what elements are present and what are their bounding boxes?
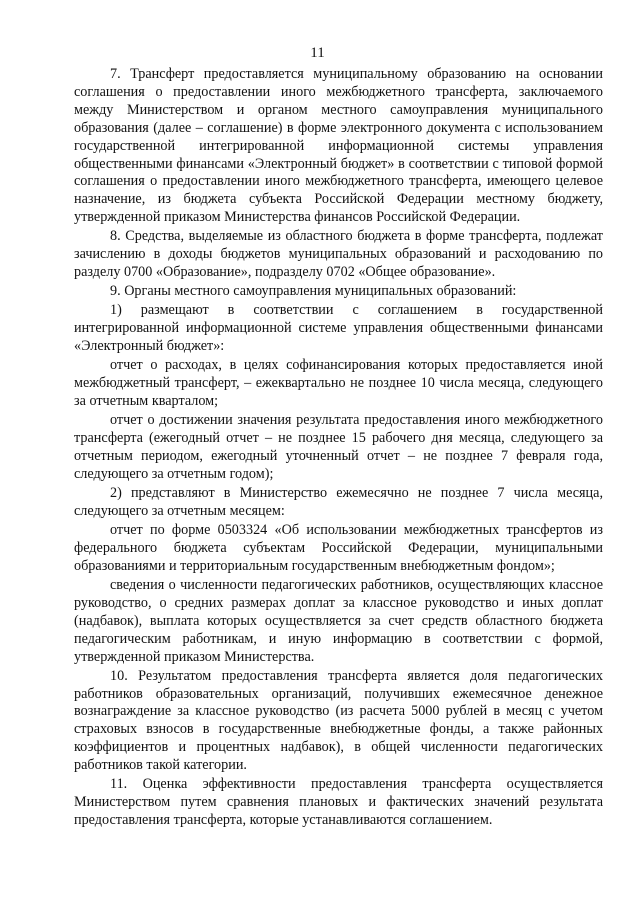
- document-body: [74, 66, 603, 831]
- paragraph-item-9: 9. Органы местного самоуправления муниципальных образований:: [110, 283, 517, 300]
- paragraph-item-7: 7. Трансферт предоставляется муниципальному образованию на основании соглашения о предоставлении иного межбюджетного трансферта, заключаемого между Министерством и органом местного самоуправления муниципального образования (далее – соглашение) в форме электронного документа с использованием государственной интегрированной информационной системы управления общественными финансами «Электронный бюджет» в соответствии с типовой формой соглашения о предоставлении иного межбюджетного трансферта, имеющего целевое назначение, из бюджета субъекта Российской Федерации местному бюджету, утвержденной приказом Министерства финансов Российской Федерации.: [74, 66, 603, 226]
- page-number: 11: [310, 45, 325, 61]
- paragraph-subitem-1: 1) размещают в соответствии с соглашением в государственной интегрированной информационной системе управления общественными финансами «Электронный бюджет»:: [74, 302, 603, 355]
- paragraph-item-11: 11. Оценка эффективности предоставления трансферта осуществляется Министерством путем сравнения плановых и фактических значений результата предоставления трансферта, которые устанавливаются соглашением.: [74, 776, 603, 829]
- paragraph-form-0503324: отчет по форме 0503324 «Об использовании межбюджетных трансфертов из федерального бюджета субъектам Российской Федерации, муниципальными образованиями и территориальным государственным внебюджетным фондом»;: [74, 521, 603, 574]
- paragraph-result-report: отчет о достижении значения результата предоставления иного межбюджетного трансферта (ежегодный отчет – не позднее 15 рабочего дня месяца, следующего за отчетным периодом, ежегодный уточненный отчет – не позднее 7 февраля года, следующего за отчетным годом);: [74, 412, 603, 482]
- paragraph-expense-report: отчет о расходах, в целях софинансирования которых предоставляется иной межбюджетный трансферт, – ежеквартально не позднее 10 числа месяца, следующего за отчетным кварталом;: [74, 357, 603, 410]
- paragraph-staff-info: сведения о численности педагогических работников, осуществляющих классное руководство, о средних размерах доплат за классное руководство и иных доплат (надбавок), выплата которых осуществляется за счет средств областного бюджета педагогическим работникам, и иную информацию в соответствии с формой, утвержденной приказом Министерства.: [74, 576, 603, 665]
- paragraph-item-10: 10. Результатом предоставления трансферта является доля педагогических работников образовательных организаций, получивших ежемесячное денежное вознаграждение за классное руководство (из расчета 5000 рублей в месяц с учетом страховых взносов в государственные внебюджетные фонды, а также районных коэффициентов и процентных надбавок), в общей численности педагогических работников такой категории.: [74, 667, 603, 774]
- paragraph-item-8: 8. Средства, выделяемые из областного бюджета в форме трансферта, подлежат зачислению в доходы бюджетов муниципальных образований и расходованию по разделу 0700 «Образование», подразделу 0702 «Общее образование».: [74, 228, 603, 281]
- paragraph-subitem-2: 2) представляют в Министерство ежемесячно не позднее 7 числа месяца, следующего за отчетным месяцем:: [74, 484, 603, 519]
